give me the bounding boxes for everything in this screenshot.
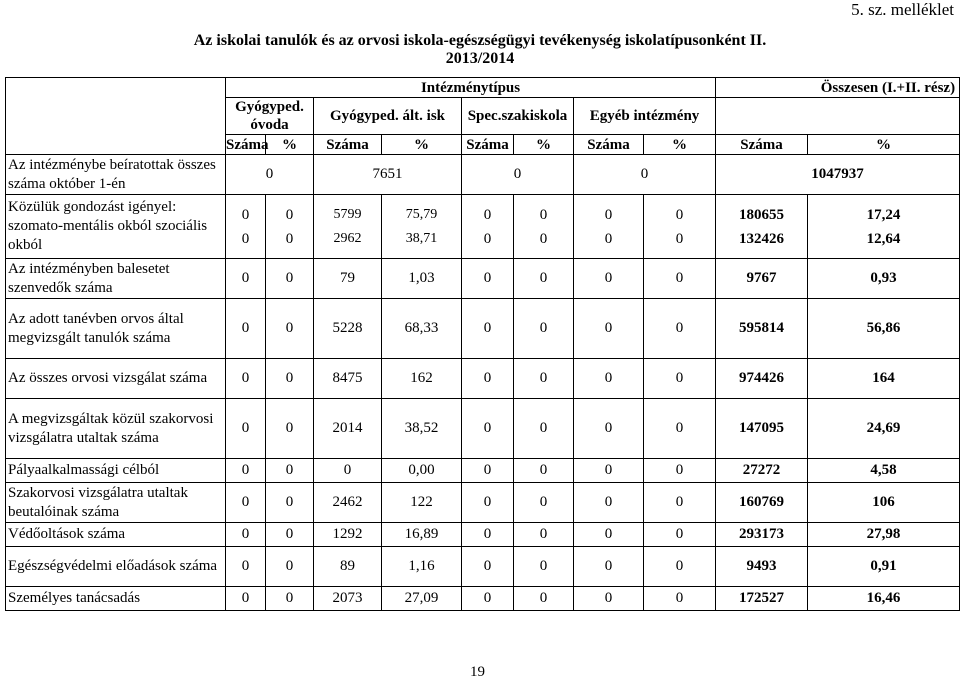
header-pct: % [514,135,574,155]
value-cell: 162 [382,359,462,399]
header-intezmenytipus: Intézménytípus [226,78,716,98]
value-cell: 38,52 [382,399,462,459]
sub-value: 75,79 [405,206,438,222]
value-cell: 0 [644,299,716,359]
document-title [170,32,790,68]
value-cell: 0 [574,523,644,547]
table-row [6,459,960,483]
value-cell: 0 [514,587,574,611]
row-label: Pályaalkalmassági célból [6,459,226,483]
value-cell: 27272 [716,459,808,483]
value-cell: 0 [462,359,514,399]
table-row [6,259,960,299]
value-cell: 147095 [716,399,808,459]
value-cell: 4,58 [808,459,960,483]
sub-value: 180655 [739,206,785,223]
value-cell: 16,46 [808,587,960,611]
value-cell: 0 [644,399,716,459]
value-cell [808,195,960,259]
value-cell: 0 [644,547,716,587]
value-cell: 106 [808,483,960,523]
sub-value: 0 [539,230,548,247]
value-cell: 0 [226,399,266,459]
row-label: Az adott tanévben orvos által megvizsgált tanulók száma [6,299,226,359]
value-cell: 2462 [314,483,382,523]
sub-value: 0 [241,230,250,247]
value-cell: 164 [808,359,960,399]
row-label: Személyes tanácsadás [6,587,226,611]
value-cell: 0 [574,483,644,523]
value-cell: 56,86 [808,299,960,359]
value-cell [644,195,716,259]
header-pct: % [382,135,462,155]
table-body [6,78,960,611]
value-cell: 9493 [716,547,808,587]
value-cell: 0 [574,299,644,359]
header-type-2: Spec.szakiskola [462,98,574,135]
value-cell: 0 [574,587,644,611]
row-label: Az intézménybe beíratottak összes száma október 1-én [6,155,226,195]
value-cell: 0 [226,547,266,587]
value-cell: 0,91 [808,547,960,587]
value-cell: 0 [226,587,266,611]
sub-value: 132426 [739,230,785,247]
value-cell: 0 [226,459,266,483]
value-cell: 974426 [716,359,808,399]
header-pct: % [808,135,960,155]
row-label: Védőoltások száma [6,523,226,547]
header-szama: Száma [574,135,644,155]
header-szama: Száma [226,136,269,153]
table-row [6,299,960,359]
sub-value: 0 [675,206,684,223]
header-empty-cell [6,78,226,155]
header-type-1: Gyógyped. ált. isk [314,98,462,135]
value-cell [462,195,514,259]
value-cell: 0 [462,547,514,587]
row-label: Az összes orvosi vizsgálat száma [6,359,226,399]
value-cell: 8475 [314,359,382,399]
sub-value: 0 [285,230,294,247]
value-cell: 595814 [716,299,808,359]
value-cell: 0 [514,259,574,299]
header-type-3: Egyéb intézmény [574,98,716,135]
value-cell: 0 [266,459,314,483]
sub-value: 0 [604,206,613,223]
value-cell: 1047937 [716,155,960,195]
value-cell: 0 [462,483,514,523]
annex-label: 5. sz. melléklet [851,0,954,19]
value-cell: 0 [644,483,716,523]
value-cell: 0 [574,155,716,195]
sub-value: 0 [483,230,492,247]
header-szama: Száma [716,135,808,155]
value-cell: 0 [514,459,574,483]
value-cell: 0,00 [382,459,462,483]
value-cell: 0 [644,523,716,547]
value-cell: 0 [514,523,574,547]
value-cell: 0 [226,523,266,547]
value-cell: 27,98 [808,523,960,547]
statistics-table [5,77,960,611]
value-cell: 0 [644,587,716,611]
value-cell: 27,09 [382,587,462,611]
value-cell: 0 [266,399,314,459]
value-cell: 0 [574,547,644,587]
header-pct: % [266,135,314,155]
table-row [6,155,960,195]
table-row [6,399,960,459]
title-line-2: 2013/2014 [445,50,515,67]
value-cell: 2014 [314,399,382,459]
value-cell: 0 [514,359,574,399]
row-label: Közülük gondozást igényel: szomato-mentális okból szociális okból [6,195,226,259]
value-cell: 0 [266,359,314,399]
value-cell: 0 [462,459,514,483]
sub-value: 0 [539,206,548,223]
table-row [6,587,960,611]
value-cell: 1,03 [382,259,462,299]
value-cell: 0 [226,299,266,359]
value-cell: 1,16 [382,547,462,587]
header-szama: Száma [462,135,514,155]
value-cell: 0 [266,483,314,523]
value-cell: 0 [644,359,716,399]
value-cell [226,195,266,259]
sub-value: 38,71 [405,230,438,246]
header-type-empty [716,98,960,135]
header-pct: % [644,135,716,155]
value-cell: 0 [462,523,514,547]
value-cell: 0 [462,155,574,195]
value-cell: 0 [226,483,266,523]
sub-value: 0 [483,206,492,223]
header-osszesen: Összesen (I.+II. rész) [716,78,960,98]
value-cell: 0 [644,459,716,483]
value-cell: 0 [314,459,382,483]
value-cell: 9767 [716,259,808,299]
value-cell [266,195,314,259]
row-label: Egészségvédelmi előadások száma [6,547,226,587]
table-row [6,483,960,523]
value-cell: 0 [266,523,314,547]
row-label: A megvizsgáltak közül szakorvosi vizsgálatra utaltak száma [6,399,226,459]
sub-value: 0 [675,230,684,247]
table-row [6,547,960,587]
value-cell: 0 [226,259,266,299]
value-cell: 0,93 [808,259,960,299]
value-cell: 0 [462,399,514,459]
table-row [6,195,960,259]
value-cell: 122 [382,483,462,523]
table-row [6,523,960,547]
value-cell: 89 [314,547,382,587]
value-cell: 0 [226,359,266,399]
title-line-1: Az iskolai tanulók és az orvosi iskola-egészségügyi tevékenység iskolatípusonként II. [193,32,767,49]
value-cell [716,195,808,259]
value-cell: 0 [266,299,314,359]
header-type-0: Gyógyped. óvoda [226,98,314,135]
sub-value: 2962 [333,230,362,246]
page-number: 19 [470,664,485,680]
row-label: Az intézményben balesetet szenvedők száma [6,259,226,299]
value-cell: 7651 [314,155,462,195]
value-cell [574,195,644,259]
value-cell: 0 [462,299,514,359]
value-cell: 16,89 [382,523,462,547]
sub-value: 0 [241,206,250,223]
sub-value: 0 [604,230,613,247]
table-row [6,359,960,399]
value-cell: 0 [266,587,314,611]
value-cell: 0 [514,483,574,523]
value-cell: 293173 [716,523,808,547]
value-cell: 0 [644,259,716,299]
value-cell: 0 [462,259,514,299]
sub-value: 5799 [333,206,362,222]
value-cell [314,195,382,259]
sub-value: 17,24 [866,206,901,223]
value-cell: 79 [314,259,382,299]
header-row-group [6,78,960,98]
value-cell: 0 [574,359,644,399]
sub-value: 0 [285,206,294,223]
value-cell: 0 [514,299,574,359]
value-cell [382,195,462,259]
value-cell: 0 [574,459,644,483]
row-label: Szakorvosi vizsgálatra utaltak beutalóinak száma [6,483,226,523]
value-cell: 2073 [314,587,382,611]
value-cell: 0 [514,547,574,587]
value-cell: 0 [574,399,644,459]
header-szama: Száma [314,135,382,155]
value-cell: 24,69 [808,399,960,459]
value-cell: 172527 [716,587,808,611]
value-cell: 0 [266,259,314,299]
value-cell: 0 [462,587,514,611]
value-cell: 0 [514,399,574,459]
value-cell: 0 [574,259,644,299]
value-cell: 160769 [716,483,808,523]
value-cell: 5228 [314,299,382,359]
value-cell [514,195,574,259]
value-cell: 0 [266,547,314,587]
value-cell: 1292 [314,523,382,547]
value-cell: 0 [226,155,314,195]
value-cell: 68,33 [382,299,462,359]
sub-value: 12,64 [866,230,901,247]
